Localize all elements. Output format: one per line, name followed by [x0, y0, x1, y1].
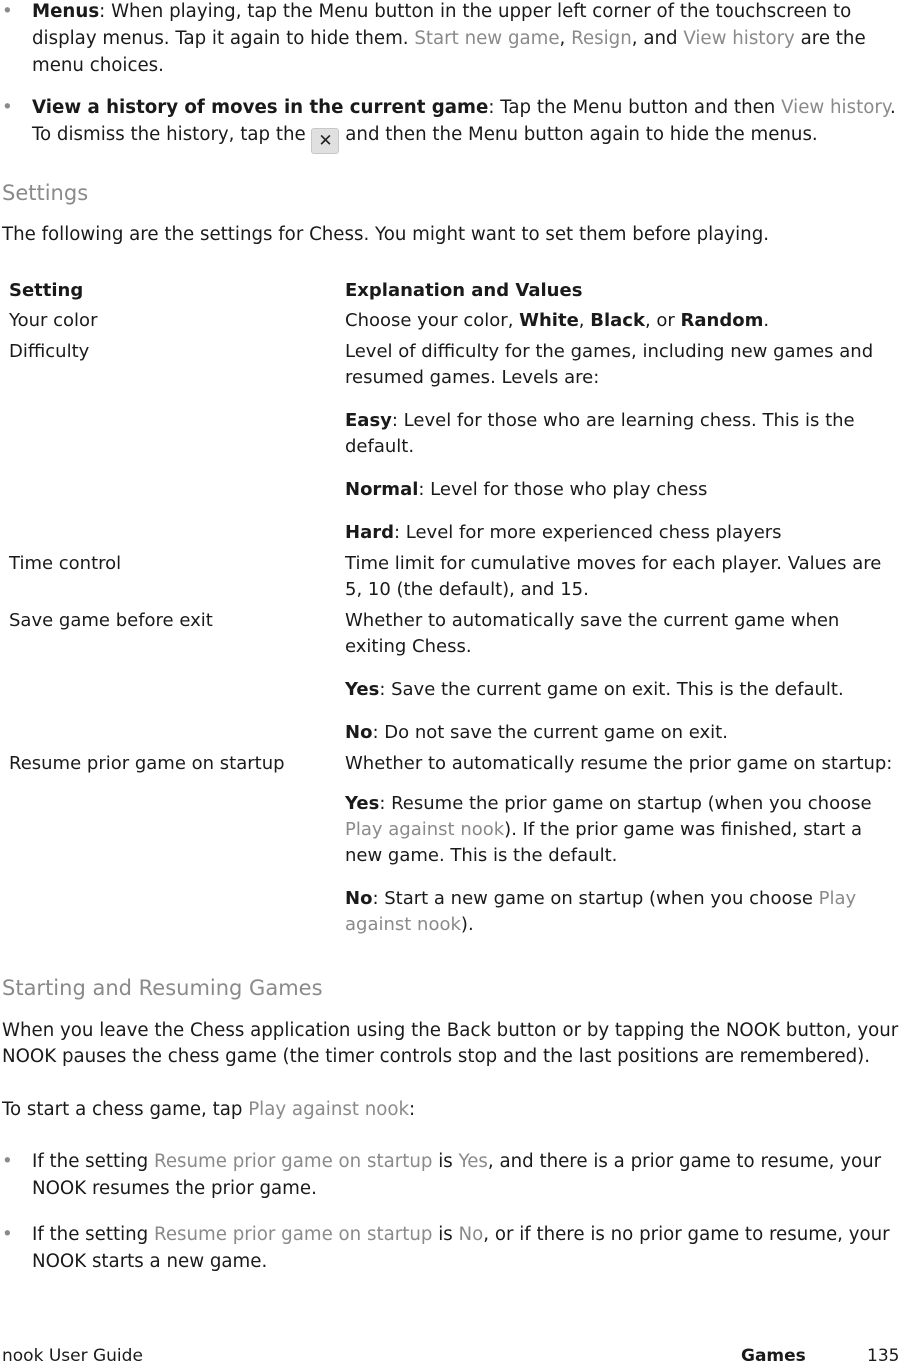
footer-guide-title: nook User Guide — [2, 1346, 143, 1366]
setting-explanation: Level of difficulty for the games, including new games and resumed games. Levels are: Easy: Level for those who are learning chess. This is the default. Normal: Level for those who play chess Hard: Level for more experienced chess players — [345, 341, 874, 543]
settings-table — [9, 278, 901, 943]
col-header-setting: Setting — [9, 280, 84, 301]
footer-section: Games — [741, 1346, 806, 1366]
setting-name: Time control — [9, 553, 122, 574]
link-play-against-nook: Play against nook — [248, 1099, 410, 1120]
menu-start-new-game: Start new game — [414, 28, 560, 49]
bullet-resume-yes: • If the setting Resume prior game on startup is Yes, and there is a prior game to resume, your NOOK resumes the prior game. — [2, 1148, 900, 1202]
settings-intro: The following are the settings for Chess. You might want to set them before playing. — [2, 224, 770, 245]
link-view-history: View history — [781, 97, 890, 118]
link-play-against-nook: Play against nook — [345, 888, 857, 935]
setting-explanation: Time limit for cumulative moves for each player. Values are 5, 10 (the default), and 15. — [345, 553, 882, 600]
setting-explanation: Choose your color, White, Black, or Random. — [345, 310, 770, 331]
term-view-history: View a history of moves in the current game — [32, 97, 489, 118]
menu-resign: Resign — [571, 28, 632, 49]
settings-heading: Settings — [2, 181, 89, 205]
setting-name: Your color — [9, 310, 98, 331]
bullet-view-history: • View a history of moves in the current game: Tap the Menu button and then View history. To dismiss the history, tap the ✕ and then the Menu button again to hide the menus. — [2, 94, 900, 154]
bullet-menus: • Menus: When playing, tap the Menu button in the upper left corner of the touchscreen to display menus. Tap it again to hide them. Start new game, Resign, and View history are the menu choices. — [2, 0, 900, 79]
table-header-row — [9, 278, 901, 308]
table-row — [9, 751, 901, 943]
table-row — [9, 308, 901, 339]
link-play-against-nook: Play against nook — [345, 819, 505, 840]
term-menus: Menus — [32, 1, 100, 22]
close-icon: ✕ — [311, 128, 339, 154]
setting-explanation: Whether to automatically save the current game when exiting Chess. Yes: Save the current game on exit. This is the default. No: Do not save the current game on exit. — [345, 610, 844, 743]
bullet-marker: • — [2, 1224, 13, 1245]
starting-paragraph-1: When you leave the Chess application using the Back button or by tapping the NOOK button, your NOOK pauses the chess game (the timer controls stop and the last positions are remembered). — [2, 1020, 899, 1067]
bullet-marker: • — [2, 97, 13, 118]
bullet-marker: • — [2, 1, 13, 22]
bullet-marker: • — [2, 1151, 13, 1172]
bullet-resume-no: • If the setting Resume prior game on startup is No, or if there is no prior game to resume, your NOOK starts a new game. — [2, 1221, 900, 1275]
starting-heading: Starting and Resuming Games — [2, 976, 323, 1000]
table-row — [9, 608, 901, 751]
setting-name: Difficulty — [9, 341, 90, 362]
col-header-explanation: Explanation and Values — [345, 280, 583, 301]
table-row — [9, 551, 901, 608]
setting-name: Resume prior game on startup — [9, 753, 285, 774]
setting-name: Save game before exit — [9, 610, 213, 631]
menu-view-history: View history — [683, 28, 795, 49]
table-row — [9, 339, 901, 551]
footer-page-number: 135 — [867, 1346, 900, 1366]
starting-paragraph-2: To start a chess game, tap Play against nook: — [2, 1099, 416, 1120]
setting-explanation: Whether to automatically resume the prior game on startup: Yes: Resume the prior game on startup (when you choose Play against nook). If the prior game was finished, start a new game. This is the default. No: Start a new game on startup (when you choose Play against nook). — [345, 753, 893, 935]
